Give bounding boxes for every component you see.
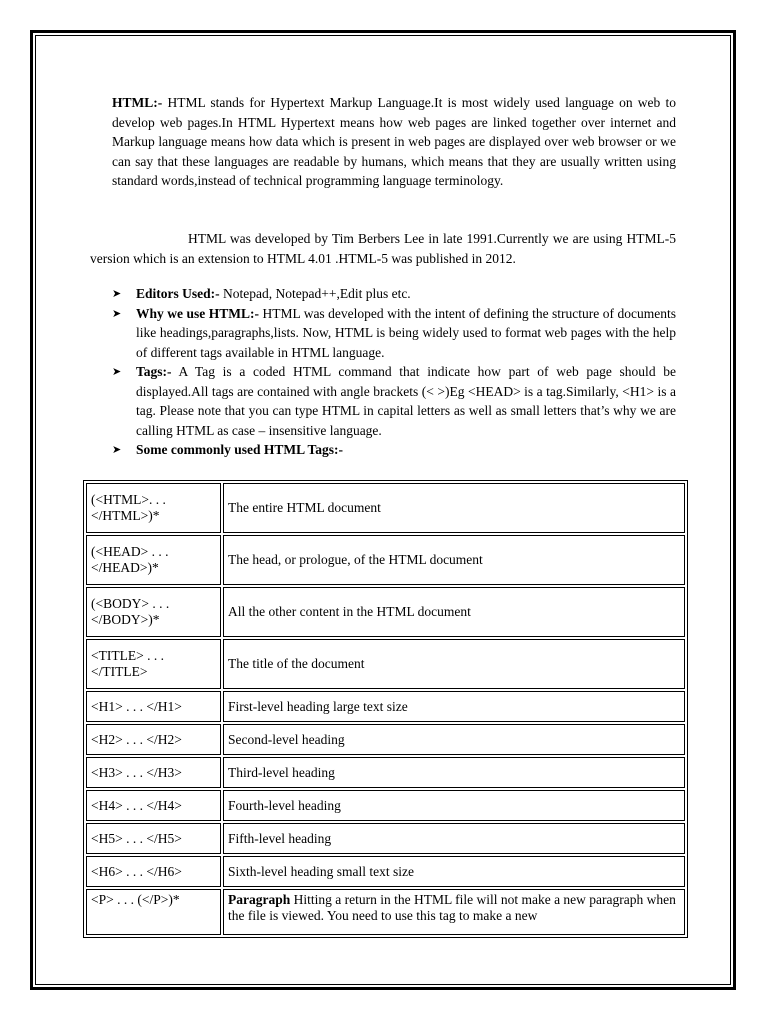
list-item bbox=[112, 304, 676, 363]
tag-cell: (<HEAD> . . . </HEAD>)* bbox=[86, 535, 221, 585]
list-item bbox=[112, 440, 676, 460]
bullet-term: Tags:- bbox=[136, 364, 172, 379]
html-term: HTML:- bbox=[112, 95, 163, 110]
tag-cell: <P> . . . (</P>)* bbox=[86, 889, 221, 935]
table-row bbox=[86, 587, 685, 637]
description-cell: Second-level heading bbox=[223, 724, 685, 755]
paragraph-description: Hitting a return in the HTML file will not make a new paragraph when the file is viewed. You need to use this tag to make a new bbox=[228, 892, 676, 923]
table-row bbox=[86, 790, 685, 821]
tag-cell: <H4> . . . </H4> bbox=[86, 790, 221, 821]
tag-cell: (<BODY> . . . </BODY>)* bbox=[86, 587, 221, 637]
description-cell: All the other content in the HTML document bbox=[223, 587, 685, 637]
tag-cell: <H5> . . . </H5> bbox=[86, 823, 221, 854]
table-row bbox=[86, 757, 685, 788]
bullet-term: Why we use HTML:- bbox=[136, 305, 259, 321]
table-row bbox=[86, 889, 685, 935]
bullet-text: Notepad, Notepad++,Edit plus etc. bbox=[219, 286, 411, 301]
description-cell: Fourth-level heading bbox=[223, 790, 685, 821]
description-cell: Sixth-level heading small text size bbox=[223, 856, 685, 887]
bullet-term: Some commonly used HTML Tags:- bbox=[136, 442, 344, 457]
html-definition-text: HTML stands for Hypertext Markup Language.It is most widely used language on web to develop web pages.In HTML Hypertext means how web pages are linked together over internet and Markup language means how data which is present in web pages are displayed over web browser or we can say that these languages are readable by humans, which means that they are usually written using standard words,instead of technical programming language terminology. bbox=[112, 95, 676, 188]
html-history-paragraph: HTML was developed by Tim Berbers Lee in late 1991.Currently we are using HTML-5 version which is an extension to HTML 4.01 .HTML-5 was published in 2012. bbox=[90, 231, 676, 266]
tag-cell: <H3> . . . </H3> bbox=[86, 757, 221, 788]
table-row bbox=[86, 856, 685, 887]
tag-cell: <H6> . . . </H6> bbox=[86, 856, 221, 887]
bullet-list bbox=[112, 284, 676, 460]
bullet-text: A Tag is a coded HTML command that indicate how part of web page should be displayed.All tags are contained with angle brackets (< >)Eg <HEAD> is a tag.Similarly, <H1> is a tag. Please note that you can type HTML in capital letters as well as small letters that’s why we are calling HTML as case – insensitive language. bbox=[136, 364, 676, 438]
table-row bbox=[86, 823, 685, 854]
description-cell: Fifth-level heading bbox=[223, 823, 685, 854]
bullet-text: HTML was developed with the intent of defining the structure of documents like headings,paragraphs,lists. Now, HTML is being widely used to format web pages with the help of different tags available in HTML language. bbox=[136, 305, 676, 360]
list-item bbox=[112, 362, 676, 440]
table-row bbox=[86, 639, 685, 689]
arrow-bullet-icon: ➤ bbox=[112, 365, 122, 378]
html-definition-paragraph bbox=[112, 93, 676, 191]
tag-cell: <H1> . . . </H1> bbox=[86, 691, 221, 722]
table-row bbox=[86, 483, 685, 533]
paragraph-term: Paragraph bbox=[228, 892, 291, 907]
arrow-bullet-icon: ➤ bbox=[112, 306, 122, 320]
description-cell: First-level heading large text size bbox=[223, 691, 685, 722]
table-row bbox=[86, 724, 685, 755]
tag-cell: <H2> . . . </H2> bbox=[86, 724, 221, 755]
bullet-term: Editors Used:- bbox=[136, 286, 220, 301]
arrow-bullet-icon: ➤ bbox=[112, 443, 122, 456]
table-row bbox=[86, 691, 685, 722]
html-tags-table bbox=[83, 480, 688, 938]
description-cell: Third-level heading bbox=[223, 757, 685, 788]
description-cell bbox=[223, 889, 685, 935]
table-row bbox=[86, 535, 685, 585]
arrow-bullet-icon: ➤ bbox=[112, 287, 122, 300]
tag-cell: (<HTML>. . . </HTML>)* bbox=[86, 483, 221, 533]
tag-cell: <TITLE> . . . </TITLE> bbox=[86, 639, 221, 689]
list-item bbox=[112, 284, 676, 304]
description-cell: The title of the document bbox=[223, 639, 685, 689]
description-cell: The entire HTML document bbox=[223, 483, 685, 533]
description-cell: The head, or prologue, of the HTML document bbox=[223, 535, 685, 585]
